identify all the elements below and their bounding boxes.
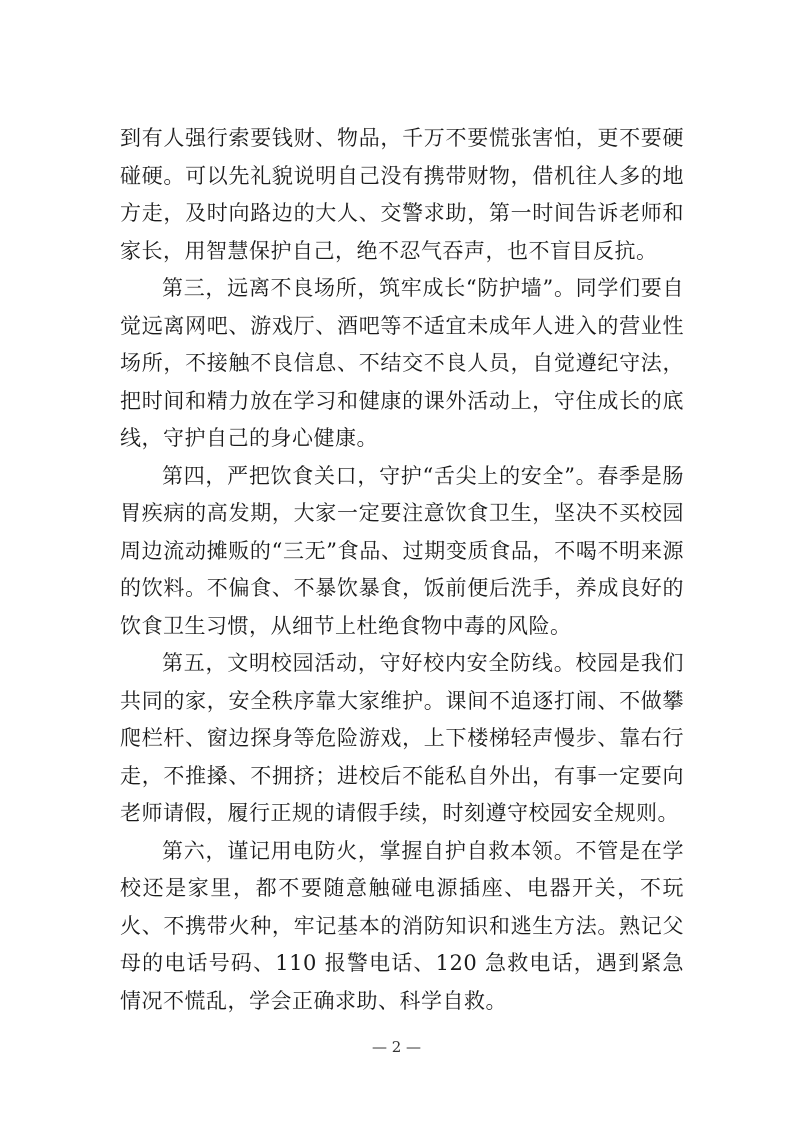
paragraph-sixth-point: 第六，谨记用电防火，掌握自护自救本领。不管是在学校还是家里，都不要随意触碰电源插座、电器开关，不玩火、不携带火种，牢记基本的消防知识和逃生方法。熟记父母的电话号码、110 报警电话、120 急救电话，遇到紧急情况不慌乱，学会正确求助、科学自救。 xyxy=(120,838,684,1013)
paragraph-continuation: 到有人强行索要钱财、物品，千万不要慌张害怕，更不要硬碰硬。可以先礼貌说明自己没有携带财物，借机往人多的地方走，及时向路边的大人、交警求助，第一时间告诉老师和家长，用智慧保护自己，绝不忍气吞声，也不盲目反抗。 xyxy=(120,126,684,263)
paragraph-fourth-point: 第四，严把饮食关口，守护“舌尖上的安全”。春季是肠胃疾病的高发期，大家一定要注意饮食卫生，坚决不买校园周边流动摊贩的“三无”食品、过期变质食品，不喝不明来源的饮料。不偏食、不暴饮暴食，饭前便后洗手，养成良好的饮食卫生习惯，从细节上杜绝食物中毒的风险。 xyxy=(120,463,684,638)
page-number: — 2 — xyxy=(371,1038,422,1056)
paragraph-third-point: 第三，远离不良场所，筑牢成长“防护墙”。同学们要自觉远离网吧、游戏厅、酒吧等不适宜未成年人进入的营业性场所，不接触不良信息、不结交不良人员，自觉遵纪守法，把时间和精力放在学习和健康的课外活动上，守住成长的底线，守护自己的身心健康。 xyxy=(120,276,684,450)
paragraph-fifth-point: 第五，文明校园活动，守好校内安全防线。校园是我们共同的家，安全秩序靠大家维护。课间不追逐打闹、不做攀爬栏杆、窗边探身等危险游戏，上下楼梯轻声慢步、靠右行走，不推搡、不拥挤；进校后不能私自外出，有事一定要向老师请假，履行正规的请假手续，时刻遵守校园安全规则。 xyxy=(120,651,684,825)
document-body xyxy=(120,120,684,1020)
